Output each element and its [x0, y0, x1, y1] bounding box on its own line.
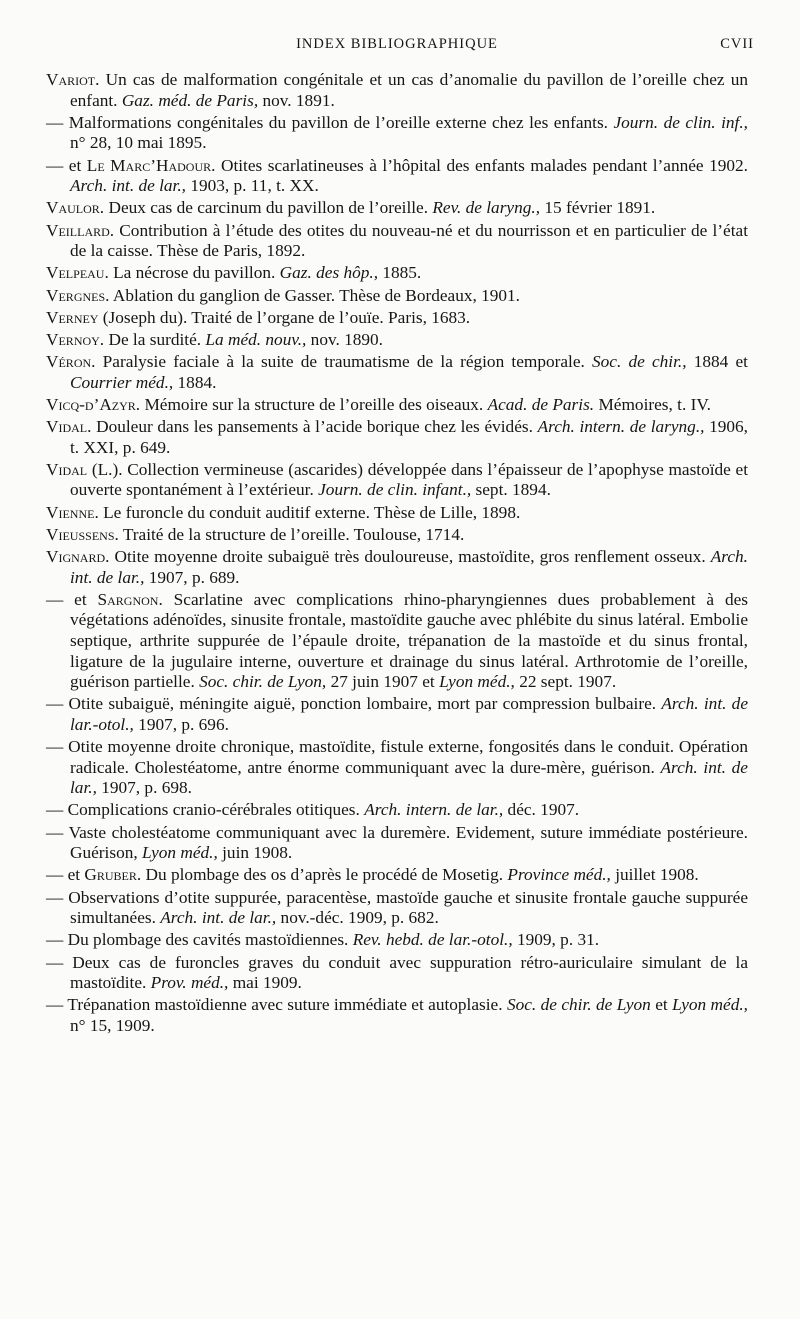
entry-author: Vergnes. — [46, 285, 110, 305]
entry-title: Paralysie faciale à la suite de traumatisme de la région temporale. — [95, 352, 593, 372]
entry-author: — — [46, 995, 68, 1015]
entry-author: Véron. — [46, 352, 96, 372]
bibliography-entry — [46, 503, 748, 524]
entry-title: Du plombage des cavités mastoïdiennes. — [67, 930, 353, 950]
entry-details: 15 février 1891. — [540, 198, 656, 218]
entry-details: mai 1909. — [228, 973, 302, 993]
entry-title: Complications cranio-cérébrales otitiques. — [67, 800, 365, 820]
bibliography-entry — [46, 930, 748, 951]
bibliography-list — [46, 70, 748, 1037]
entry-details: juin 1908. — [217, 843, 293, 863]
bibliography-entry — [46, 590, 748, 693]
entry-journal: Journ. de clin. infant., — [318, 480, 472, 500]
entry-details: sept. 1894. — [471, 480, 551, 500]
entry-title: Otite moyenne droite subaiguë très douloureuse, mastoïdite, gros renflement osseux. — [109, 546, 711, 566]
entry-details: et — [650, 995, 673, 1015]
entry-author: — et — [46, 155, 87, 175]
entry-journal: Lyon méd., — [672, 995, 748, 1015]
entry-title: Traité de la structure de l’oreille. Toulouse, 1714. — [118, 524, 465, 544]
entry-details: 1907, p. 689. — [144, 567, 240, 587]
entry-title: (L.). Collection vermineuse (ascarides) développée dans l’épaisseur de l’apophyse mastoïde et ouverte spontanément à l’extérieur. — [70, 459, 748, 500]
entry-title: Mémoire sur la structure de l’oreille des oiseaux. — [140, 394, 488, 414]
entry-title: Un cas de malformation congénitale et un cas d’anomalie du pavillon de l’oreille chez un enfant. — [70, 70, 748, 110]
entry-details: juillet 1908. — [610, 865, 699, 885]
entry-coauthor: Le Marc’Hadour. — [86, 155, 216, 175]
bibliography-entry — [46, 221, 748, 262]
entry-title: Douleur dans les pansements à l’acide borique chez les évidés. — [91, 417, 538, 437]
entry-author: Verney — [46, 307, 99, 327]
entry-author: Veillard. — [46, 220, 115, 240]
entry-title: Scarlatine avec complications rhino-pharyngiennes dues probablement à des végétations adénoïdes, sinusite frontale, mastoïdite gauche avec phlébite du sinus latéral. Embolie septique, arthrite suppurée de l’épaule droite, trépanation de la mastoïde et du sinus frontal, ligature de la jugulaire interne, ouverture et drainage du sinus latéral. Arthrotomie de l’oreille, guérison partielle. — [70, 589, 748, 692]
entry-title: Contribution à l’étude des otites du nouveau-né et du nourrisson et en particulier de l’état de la caisse. Thèse de Paris, 1892. — [70, 220, 748, 261]
entry-details: 22 sept. 1907. — [514, 672, 617, 692]
bibliography-entry — [46, 525, 748, 546]
entry-journal: La méd. nouv., — [205, 329, 307, 349]
entry-journal: Arch. intern. de lar., — [364, 800, 504, 820]
entry-title: Deux cas de carcinum du pavillon de l’oreille. — [104, 198, 433, 218]
entry-journal: Acad. de Paris. — [487, 394, 595, 414]
entry-journal: Arch. int. de lar., — [70, 546, 748, 587]
entry-journal: Rev. hebd. de lar.-otol., — [352, 930, 513, 950]
entry-title: Otite subaiguë, méningite aiguë, ponction lombaire, mort par compression bulbaire. — [68, 694, 662, 714]
entry-journal: Courrier méd., — [70, 372, 174, 392]
entry-journal: Soc. de chir. de Lyon — [506, 995, 651, 1015]
page-number: CVII — [720, 36, 754, 52]
entry-author: Variot. — [46, 70, 100, 89]
bibliography-entry — [46, 417, 748, 458]
entry-title: De la surdité. — [104, 329, 206, 349]
entry-journal: Prov. méd., — [150, 973, 229, 993]
entry-journal: Lyon méd., — [439, 672, 515, 692]
entry-author: — — [46, 737, 69, 757]
bibliography-entry — [46, 460, 748, 501]
entry-journal: Journ. de clin. inf., — [613, 112, 748, 132]
entry-details: 1885. — [378, 263, 422, 283]
entry-title: La nécrose du pavillon. — [108, 263, 280, 283]
bibliography-entry — [46, 263, 748, 284]
entry-author: Vieussens. — [46, 524, 119, 544]
entry-author: — — [46, 930, 68, 950]
entry-journal: Gaz. méd. de Paris, — [121, 90, 259, 110]
entry-author: — et — [46, 865, 85, 885]
bibliography-entry — [46, 70, 748, 111]
entry-title: Le furoncle du conduit auditif externe. Thèse de Lille, 1898. — [98, 502, 521, 522]
entry-details: 1903, p. 11, t. XX. — [186, 176, 319, 196]
entry-details: 1884. — [173, 372, 217, 392]
bibliography-entry — [46, 694, 748, 735]
bibliography-entry — [46, 286, 748, 307]
entry-details: n° 15, 1909. — [70, 1015, 155, 1035]
entry-coauthor: Gruber. — [84, 865, 142, 885]
entry-details: 1884 et — [686, 352, 748, 372]
entry-details: Mémoires, t. IV. — [594, 394, 711, 414]
entry-title: (Joseph du). Traité de l’organe de l’ouïe. Paris, 1683. — [98, 307, 471, 327]
entry-author: Vaulor. — [46, 198, 105, 218]
entry-details: nov. 1890. — [306, 329, 384, 349]
bibliography-entry — [46, 352, 748, 393]
bibliography-entry — [46, 995, 748, 1036]
entry-title: Ablation du ganglion de Gasser. Thèse de Bordeaux, 1901. — [109, 285, 520, 305]
entry-journal: Arch. int. de lar., — [160, 908, 277, 928]
entry-journal: Gaz. des hôp., — [279, 263, 379, 283]
entry-coauthor: Sargnon. — [97, 589, 163, 609]
entry-details: 1909, p. 31. — [512, 930, 600, 950]
entry-details: nov. 1891. — [258, 90, 335, 110]
running-title: INDEX BIBLIOGRAPHIQUE — [296, 36, 498, 52]
entry-journal: Province méd., — [507, 865, 611, 885]
entry-author: — — [46, 822, 69, 842]
bibliography-entry — [46, 953, 748, 994]
entry-author: Vicq-d’Azyr. — [46, 394, 141, 414]
entry-title: Otites scarlatineuses à l’hôpital des enfants malades pendant l’année 1902. — [215, 155, 748, 175]
entry-details: 1907, p. 696. — [133, 714, 229, 734]
bibliography-entry — [46, 330, 748, 351]
entry-title: Trépanation mastoïdienne avec suture immédiate et autoplasie. — [67, 995, 507, 1015]
entry-author: Vidal. — [46, 417, 92, 437]
entry-author: — — [46, 694, 69, 714]
entry-journal: Arch. intern. de laryng., — [537, 417, 705, 437]
bibliography-entry — [46, 395, 748, 416]
entry-details: n° 28, 10 mai 1895. — [70, 133, 207, 153]
bibliography-entry — [46, 737, 748, 799]
entry-journal: Arch. int. de lar., — [70, 757, 748, 798]
entry-title: Malformations congénitales du pavillon de l’oreille externe chez les enfants. — [68, 112, 614, 132]
entry-journal: Soc. de chir., — [592, 352, 687, 372]
entry-details: 27 juin 1907 et — [326, 672, 440, 692]
entry-author: Vignard. — [46, 546, 110, 566]
entry-details: 1907, p. 698. — [96, 778, 192, 798]
entry-author: — — [46, 112, 69, 132]
bibliography-entry — [46, 800, 748, 821]
bibliography-entry — [46, 308, 748, 329]
entry-journal: Arch. int. de lar., — [70, 176, 186, 196]
entry-author: Velpeau. — [46, 263, 109, 283]
entry-journal: Soc. chir. de Lyon, — [199, 672, 327, 692]
entry-author: Vidal — [46, 459, 88, 479]
entry-title: Deux cas de furoncles graves du conduit avec suppuration rétro-auriculaire simulant de la mastoïdite. — [70, 952, 748, 993]
bibliography-entry — [46, 547, 748, 588]
entry-author: — et — [46, 589, 98, 609]
entry-author: — — [46, 952, 73, 972]
entry-title: Du plombage des os d’après le procédé de Mosetig. — [141, 865, 508, 885]
entry-details: nov.-déc. 1909, p. 682. — [276, 908, 439, 928]
entry-title: Vaste cholestéatome communiquant avec la duremère. Evidement, suture immédiate postérieure. Guérison, — [68, 822, 748, 863]
bibliography-entry — [46, 113, 748, 154]
entry-journal: Lyon méd., — [142, 843, 218, 863]
entry-journal: Arch. int. de lar.-otol., — [70, 694, 748, 734]
bibliography-entry — [46, 888, 748, 929]
running-header — [46, 30, 754, 58]
entry-details: 1906, t. XXI, p. 649. — [70, 417, 749, 457]
entry-details: déc. 1907. — [503, 800, 580, 820]
entry-author: Vienne. — [46, 502, 99, 522]
entry-author: Vernoy. — [46, 329, 105, 349]
entry-author: — — [46, 887, 69, 907]
bibliography-entry — [46, 198, 748, 219]
entry-author: — — [46, 800, 68, 820]
bibliography-entry — [46, 156, 748, 197]
bibliography-entry — [46, 865, 748, 886]
bibliography-entry — [46, 823, 748, 864]
entry-title: Otite moyenne droite chronique, mastoïdite, fistule externe, fongosités dans le conduit. Opération radicale. Cholestéatome, antre énorme communiquant avec la dure-mère, guérison. — [68, 737, 748, 777]
entry-journal: Rev. de laryng., — [432, 198, 541, 218]
entry-title: Observations d’otite suppurée, paracentèse, mastoïde gauche et sinusite frontale gauche suppurée simultanées. — [68, 887, 748, 928]
